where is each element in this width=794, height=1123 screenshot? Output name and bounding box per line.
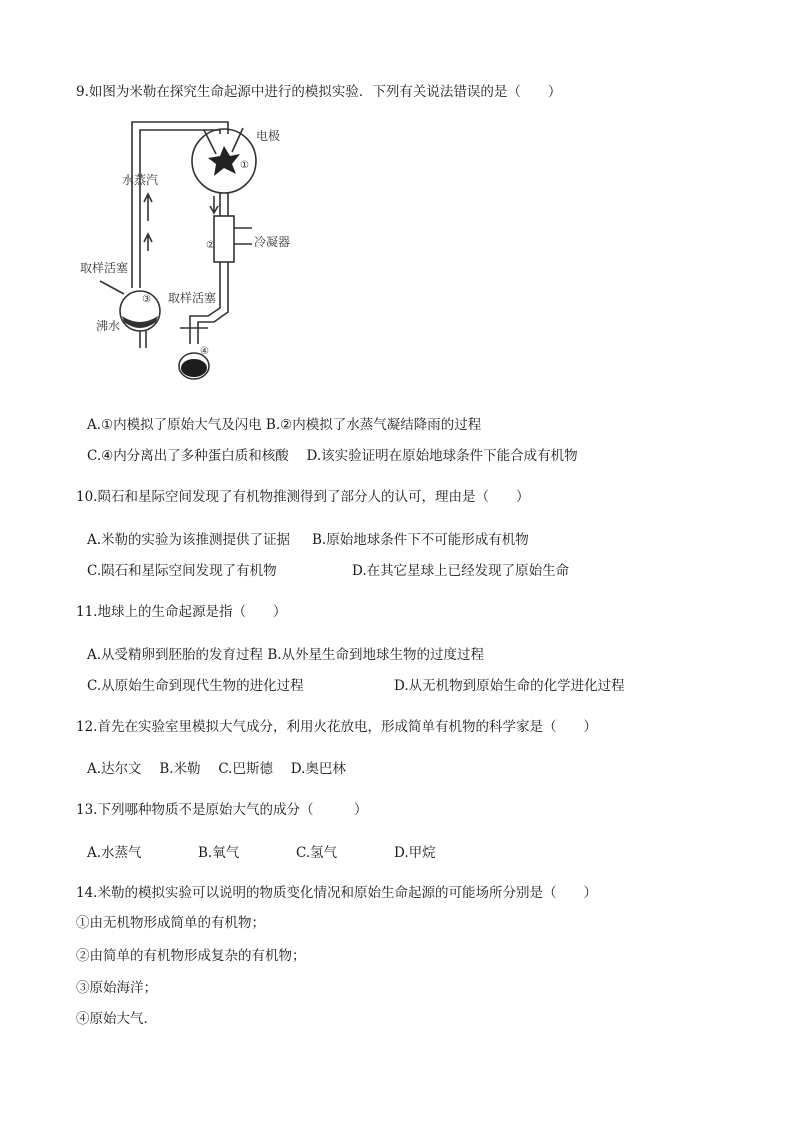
label-boiling-water: 沸水 xyxy=(96,319,121,333)
label-num-1: ① xyxy=(240,160,249,171)
label-electrode: 电极 xyxy=(256,129,281,143)
label-sampling-valve-left: 取样活塞 xyxy=(80,261,129,275)
question-13-option-b: B.氧气 xyxy=(198,845,240,861)
question-10-option-a: A.米勒的实验为该推测提供了证据 xyxy=(87,532,291,548)
question-10-option-b: B.原始地球条件下不可能形成有机物 xyxy=(312,532,529,548)
question-12-options: A.达尔文 B.米勒 C.巴斯德 D.奥巴林 xyxy=(87,761,346,777)
question-10-stem: 10.陨石和星际空间发现了有机物推测得到了部分人的认可，理由是（ ） xyxy=(76,489,530,505)
question-9-options-cd: C.④内分离出了多种蛋白质和核酸 D.该实验证明在原始地球条件下能合成有机物 xyxy=(87,448,578,464)
label-sampling-valve-right: 取样活塞 xyxy=(168,291,217,305)
label-vapor: 水蒸汽 xyxy=(122,173,159,187)
question-10-option-c: C.陨石和星际空间发现了有机物 xyxy=(87,563,277,579)
question-9-stem: 9.如图为米勒在探究生命起源中进行的模拟实验．下列有关说法错误的是（ ） xyxy=(76,84,562,100)
question-14-stem: 14.米勒的模拟实验可以说明的物质变化情况和原始生命起源的可能场所分别是（ ） xyxy=(76,885,597,901)
question-14-statement-4: ④原始大气． xyxy=(76,1011,157,1027)
question-10-option-d: D.在其它星球上已经发现了原始生命 xyxy=(352,563,570,579)
question-13-option-c: C.氢气 xyxy=(296,845,338,861)
question-11-stem: 11.地球上的生命起源是指（ ） xyxy=(76,604,287,620)
question-14-statement-3: ③原始海洋； xyxy=(76,980,157,996)
label-num-3: ③ xyxy=(142,294,151,305)
miller-experiment-diagram xyxy=(80,116,290,391)
label-num-4: ④ xyxy=(200,346,209,357)
question-11-option-d: D.从无机物到原始生命的化学进化过程 xyxy=(394,678,625,694)
label-num-2: ② xyxy=(206,240,215,251)
question-14-statement-2: ②由简单的有机物形成复杂的有机物； xyxy=(76,948,306,964)
question-13-stem: 13.下列哪种物质不是原始大气的成分（ ） xyxy=(76,802,368,818)
question-14-statement-1: ①由无机物形成简单的有机物； xyxy=(76,915,265,931)
question-9-options-ab: A.①内模拟了原始大气及闪电 B.②内模拟了水蒸气凝结降雨的过程 xyxy=(87,417,482,433)
question-13-option-a: A.水蒸气 xyxy=(87,845,142,861)
question-11-option-c: C.从原始生命到现代生物的进化过程 xyxy=(87,678,304,694)
question-11-options-ab: A.从受精卵到胚胎的发育过程 B.从外星生命到地球生物的过度过程 xyxy=(87,647,485,663)
label-condenser: 冷凝器 xyxy=(254,235,290,249)
question-13-option-d: D.甲烷 xyxy=(394,845,436,861)
question-12-stem: 12.首先在实验室里模拟大气成分，利用火花放电，形成简单有机物的科学家是（ ） xyxy=(76,719,597,735)
